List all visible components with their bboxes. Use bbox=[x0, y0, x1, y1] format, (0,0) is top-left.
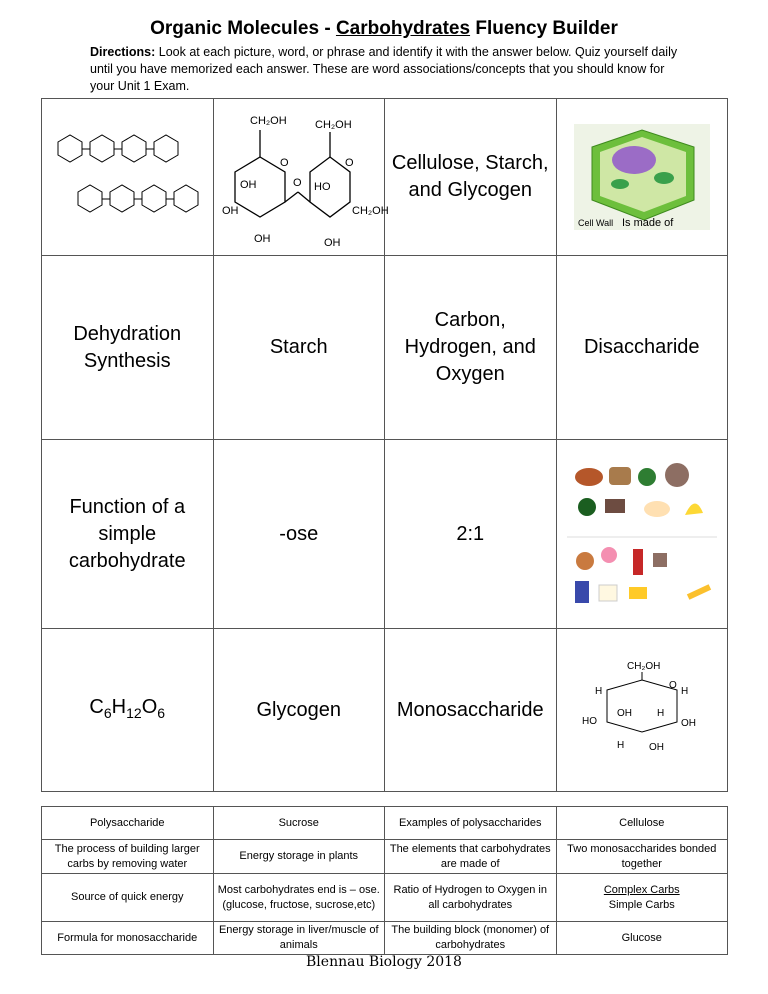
svg-text:H: H bbox=[616, 740, 624, 751]
cell-plant-cell-wall bbox=[556, 99, 728, 256]
svg-text:O: O bbox=[292, 177, 302, 189]
cell-monosaccharide: Monosaccharide bbox=[385, 629, 557, 792]
key-cell: The building block (monomer) of carbohydrates bbox=[385, 922, 557, 955]
svg-text:OH: OH bbox=[323, 237, 340, 249]
directions-text: Look at each picture, word, or phrase and identify it with the answer below. Quiz yourself daily until you have memorized each answer. These are word associations/concepts that you should know for your Unit 1 Exam. bbox=[90, 45, 678, 93]
svg-text:CH₂OH: CH₂OH bbox=[249, 115, 287, 127]
cell-glucose-formula: $C_6H_{12}O_6$ bbox=[42, 629, 214, 792]
svg-text:CH₂OH: CH₂OH bbox=[314, 119, 352, 131]
svg-text:H: H bbox=[594, 686, 602, 697]
key-cell: The elements that carbohydrates are made of bbox=[385, 840, 557, 874]
cell-food-images bbox=[556, 440, 728, 629]
key-cell: Two monosaccharides bonded together bbox=[556, 840, 728, 874]
svg-text:O: O bbox=[668, 680, 677, 691]
glucose-structure-image bbox=[577, 660, 707, 760]
key-cell: Ratio of Hydrogen to Oxygen in all carbohydrates bbox=[385, 874, 557, 922]
svg-text:O: O bbox=[344, 157, 354, 169]
simple-carbs-label: Simple Carbs bbox=[608, 898, 675, 911]
cell-cellulose-starch-glycogen: Cellulose, Starch, and Glycogen bbox=[385, 99, 557, 256]
svg-text:OH: OH bbox=[616, 708, 632, 719]
cell-disaccharide: Disaccharide bbox=[556, 256, 728, 440]
foods-image bbox=[567, 449, 717, 619]
svg-text:CH₂OH: CH₂OH bbox=[626, 661, 661, 672]
svg-text:Is made of: Is made of bbox=[621, 217, 674, 229]
svg-text:HO: HO bbox=[313, 181, 330, 193]
key-cell: Sucrose bbox=[213, 807, 385, 840]
svg-text:CH₂OH: CH₂OH bbox=[351, 205, 389, 217]
key-cell: Glucose bbox=[556, 922, 728, 955]
flashcard-grid bbox=[41, 98, 728, 792]
key-cell: The process of building larger carbs by removing water bbox=[42, 840, 214, 874]
cell-glucose-structure bbox=[556, 629, 728, 792]
svg-text:HO: HO bbox=[581, 716, 597, 727]
cell-dehydration-synthesis: Dehydration Synthesis bbox=[42, 256, 214, 440]
disaccharide-structure-image bbox=[220, 102, 389, 252]
key-cell: Energy storage in liver/muscle of animals bbox=[213, 922, 385, 955]
complex-carb-foods bbox=[575, 463, 703, 517]
cell-carbon-hydrogen-oxygen: Carbon, Hydrogen, and Oxygen bbox=[385, 256, 557, 440]
cell-ose: -ose bbox=[213, 440, 385, 629]
key-cell: Examples of polysaccharides bbox=[385, 807, 557, 840]
complex-carbs-label: Complex Carbs bbox=[603, 883, 680, 896]
simple-carb-foods bbox=[575, 547, 711, 603]
footer: Blennau Biology 2018 bbox=[306, 954, 462, 970]
svg-text:H: H bbox=[656, 708, 664, 719]
plant-cell-image bbox=[572, 122, 712, 232]
key-cell: Cellulose bbox=[556, 807, 728, 840]
answer-key bbox=[41, 806, 728, 955]
key-cell-complex-simple bbox=[556, 874, 728, 922]
directions bbox=[90, 44, 690, 95]
svg-text:OH: OH bbox=[253, 233, 270, 245]
svg-text:OH: OH bbox=[239, 179, 256, 191]
cell-ratio: 2:1 bbox=[385, 440, 557, 629]
cell-polysaccharide-chain bbox=[42, 99, 214, 256]
key-cell: Polysaccharide bbox=[42, 807, 214, 840]
svg-text:OH: OH bbox=[221, 205, 238, 217]
cell-function-simple-carb: Function of a simple carbohydrate bbox=[42, 440, 214, 629]
cell-glycogen: Glycogen bbox=[213, 629, 385, 792]
key-cell: Most carbohydrates end is – ose. (glucose, fructose, sucrose,etc) bbox=[213, 874, 385, 922]
polysaccharide-chain-image bbox=[48, 117, 208, 237]
cell-starch: Starch bbox=[213, 256, 385, 440]
directions-label: Directions: bbox=[90, 45, 156, 59]
svg-text:O: O bbox=[279, 157, 289, 169]
svg-text:H: H bbox=[680, 686, 688, 697]
page-title: Organic Molecules - Carbohydrates Fluency Builder bbox=[150, 18, 618, 39]
cell-disaccharide-structure bbox=[213, 99, 389, 256]
key-cell: Formula for monosaccharide bbox=[42, 922, 214, 955]
svg-text:OH: OH bbox=[680, 718, 696, 729]
key-cell: Source of quick energy bbox=[42, 874, 214, 922]
svg-text:OH: OH bbox=[648, 742, 664, 753]
svg-text:Cell Wall: Cell Wall bbox=[577, 218, 613, 228]
key-cell: Energy storage in plants bbox=[213, 840, 385, 874]
